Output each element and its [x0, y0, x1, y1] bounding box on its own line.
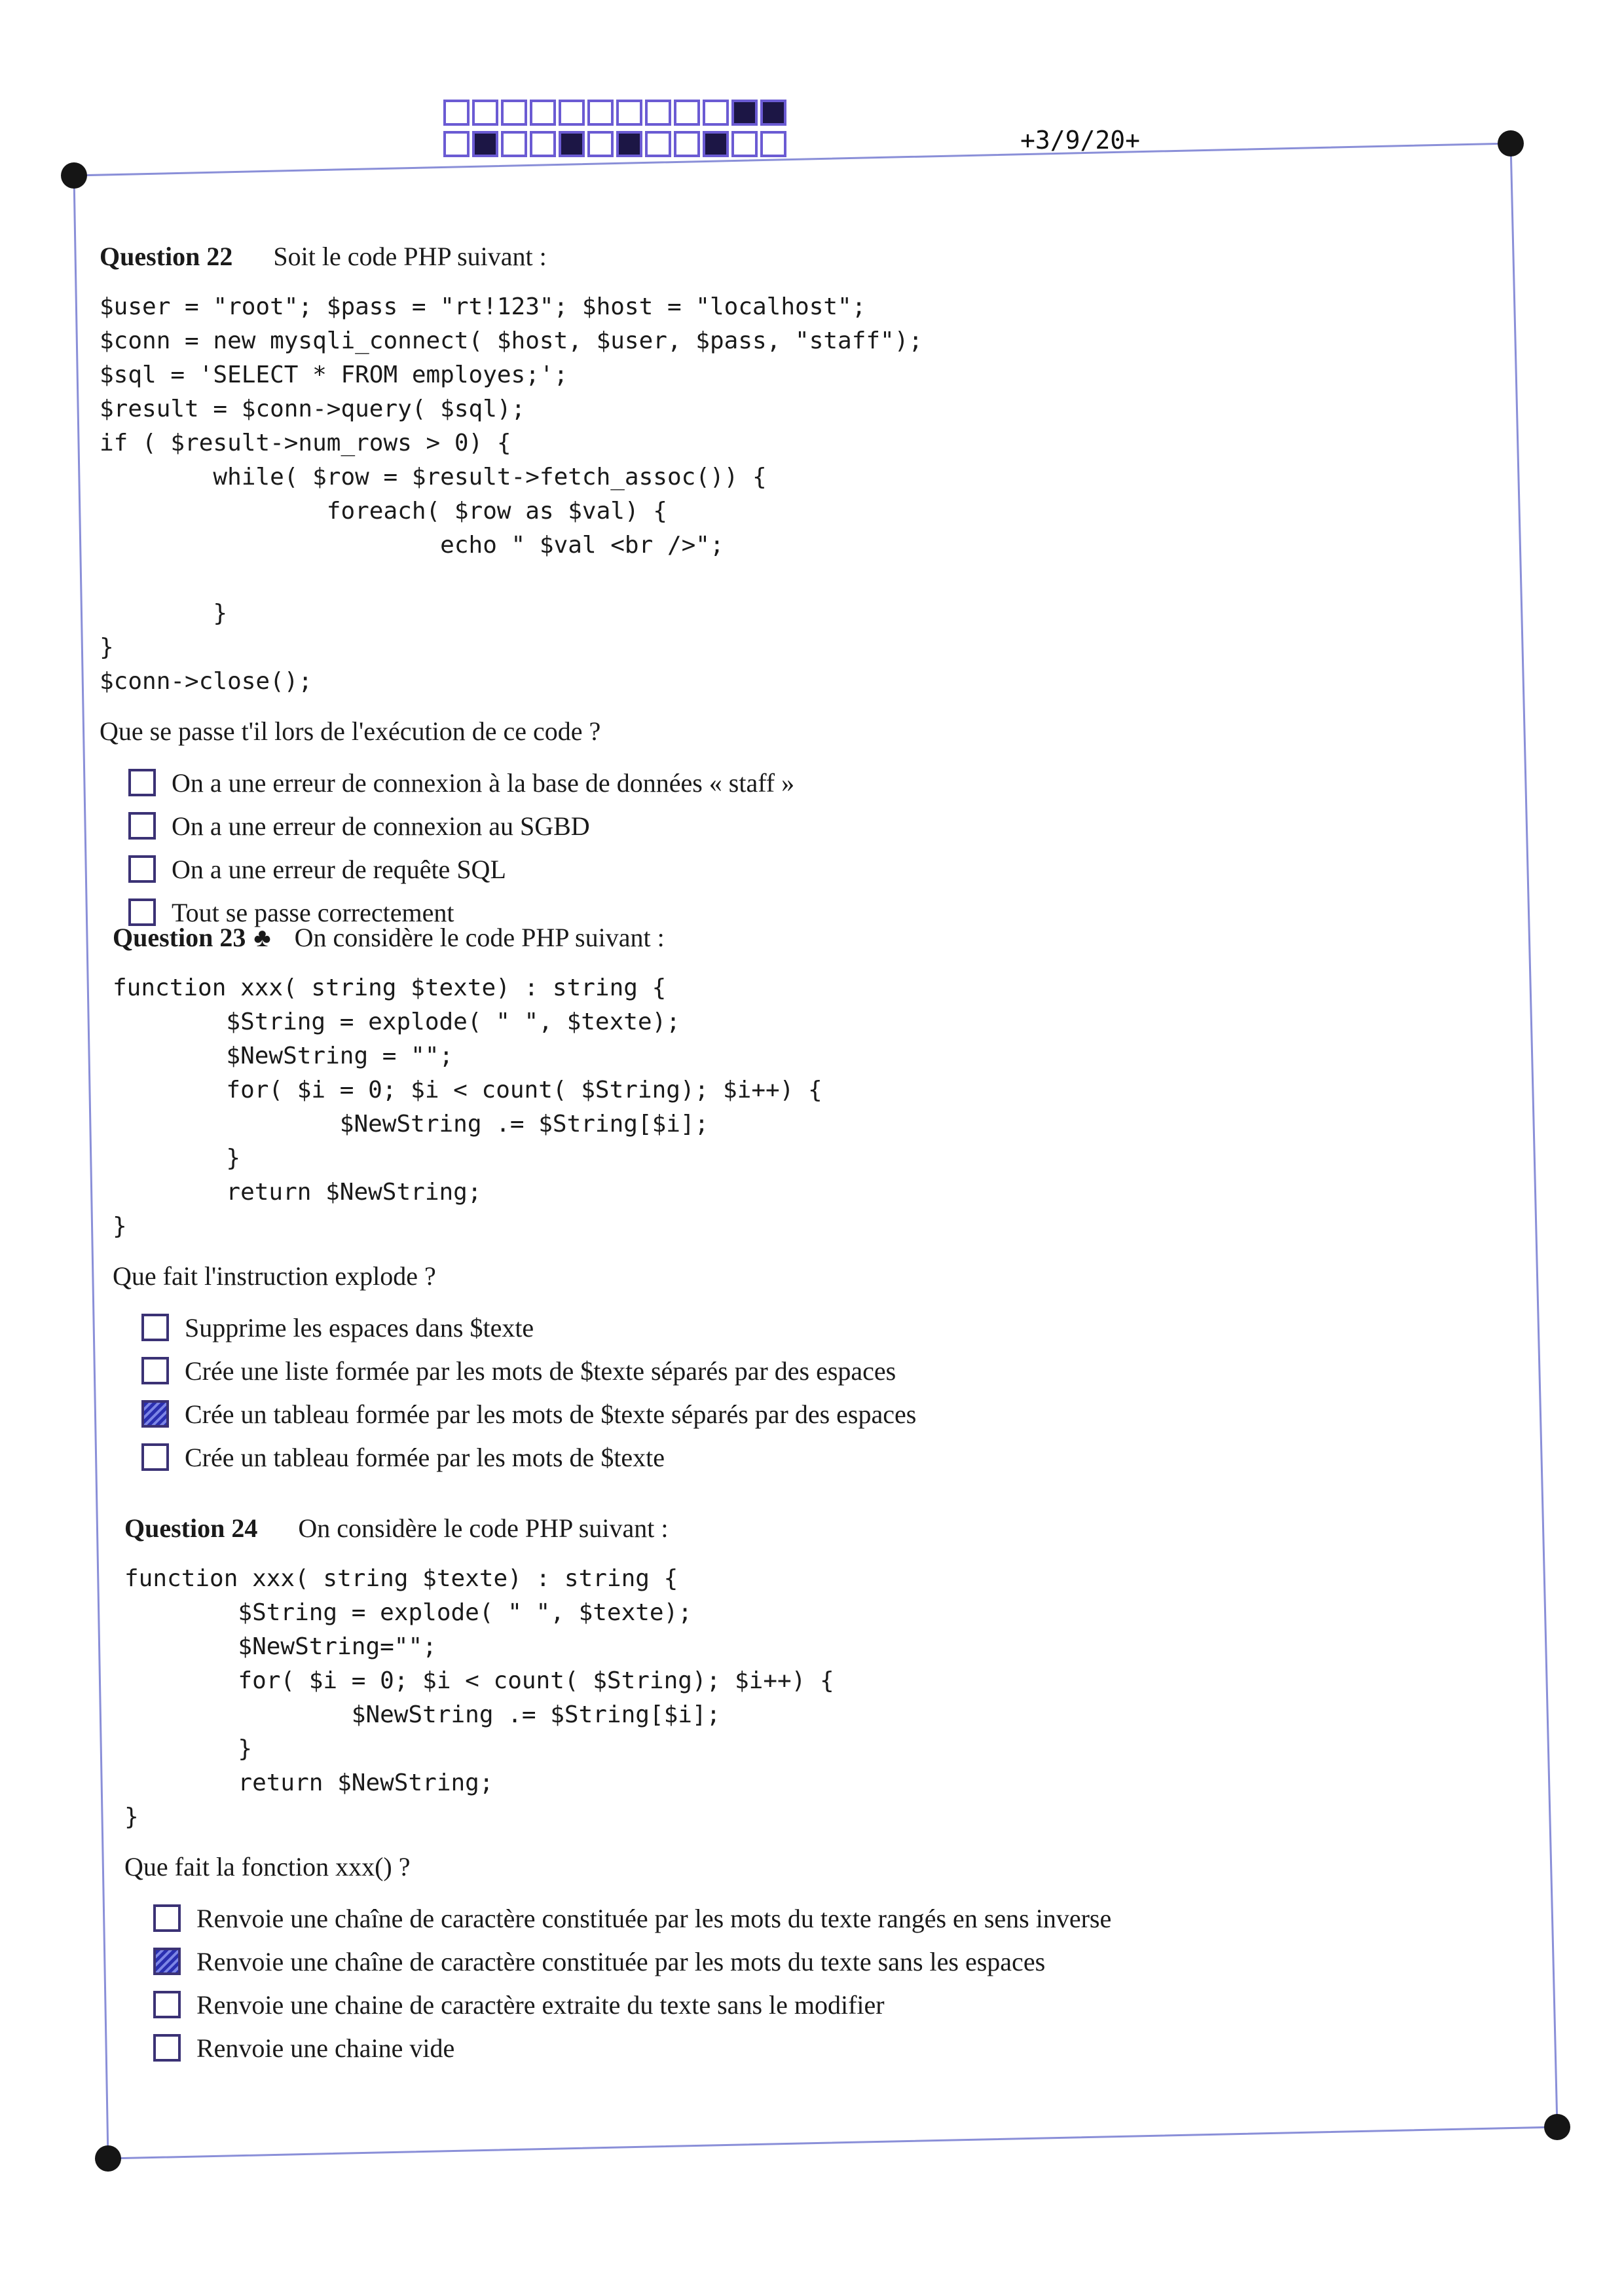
id-grid-cell: [530, 100, 556, 126]
answer-text: Renvoie une chaîne de caractère constituée par les mots du texte rangés en sens inverse: [196, 1903, 1112, 1933]
id-grid-cell: [587, 131, 614, 157]
checkbox[interactable]: [153, 2034, 181, 2062]
question-intro: On considère le code PHP suivant :: [294, 923, 665, 952]
student-id-grid: [443, 100, 789, 162]
id-grid-cell: [616, 100, 642, 126]
corner-marker-top-left: [61, 162, 87, 189]
corner-marker-bottom-left: [95, 2145, 121, 2172]
answer-text: On a une erreur de connexion au SGBD: [172, 811, 590, 841]
answer-option[interactable]: [100, 804, 1624, 847]
id-grid-cell: [703, 131, 729, 157]
question-header: [113, 922, 1624, 953]
id-grid-cell: [501, 131, 527, 157]
id-grid-cell: [616, 131, 642, 157]
id-grid-cell: [587, 100, 614, 126]
id-grid-cell: [645, 131, 671, 157]
checkbox[interactable]: [128, 812, 156, 840]
answer-text: Renvoie une chaine de caractère extraite du texte sans le modifier: [196, 1990, 885, 2020]
answer-option[interactable]: [113, 1306, 1624, 1349]
answer-text: On a une erreur de requête SQL: [172, 854, 506, 884]
answer-text: Tout se passe correctement: [172, 897, 454, 927]
id-grid-cell: [760, 131, 786, 157]
question-label: Question 22: [100, 242, 233, 271]
answer-text: Renvoie une chaine vide: [196, 2033, 455, 2063]
checkbox[interactable]: [141, 1443, 169, 1471]
id-grid-cell: [530, 131, 556, 157]
answer-text: On a une erreur de connexion à la base de données « staff »: [172, 768, 795, 798]
question-prompt: Que fait l'instruction explode ?: [113, 1261, 436, 1291]
checkbox[interactable]: [141, 1357, 169, 1384]
id-grid-row-1: [443, 100, 789, 127]
answer-option[interactable]: [124, 2026, 1624, 2069]
checkbox[interactable]: [153, 1904, 181, 1932]
question-prompt: Que fait la fonction xxx() ?: [124, 1852, 411, 1881]
answer-list: [124, 1897, 1624, 2069]
question-23: [113, 922, 1624, 1479]
question-header: [124, 1513, 1624, 1544]
id-grid-cell: [559, 100, 585, 126]
id-grid-cell: [472, 131, 498, 157]
checkbox[interactable]: [128, 855, 156, 883]
code-block: $user = "root"; $pass = "rt!123"; $host = "localhost"; $conn = new mysqli_connect( $host, $user, $pass, "staff"); $sql = 'SELECT * FROM employes;'; $result = $conn->query( $sql); if ( $result->num_rows > 0) { while( $row = $result->fetch_assoc()) { foreach( $row as $val) { echo " $val <br />"; } } $conn->close();: [100, 293, 923, 695]
question-intro: On considère le code PHP suivant :: [298, 1513, 669, 1543]
question-prompt: Que se passe t'il lors de l'exécution de ce code ?: [100, 716, 601, 746]
id-grid-cell: [760, 100, 786, 126]
id-grid-cell: [674, 131, 700, 157]
checkbox[interactable]: [153, 1991, 181, 2018]
code-block: function xxx( string $texte) : string { $String = explode( " ", $texte); $NewString=""; for( $i = 0; $i < count( $String); $i++) { $NewString .= $String[$i]; } return $NewString; }: [124, 1565, 834, 1830]
id-grid-cell: [559, 131, 585, 157]
id-grid-cell: [645, 100, 671, 126]
answer-option[interactable]: [124, 1983, 1624, 2026]
question-intro: Soit le code PHP suivant :: [273, 242, 547, 271]
answer-option[interactable]: [113, 1392, 1624, 1435]
answer-text: Crée un tableau formée par les mots de $texte: [185, 1442, 665, 1472]
answer-option[interactable]: [100, 847, 1624, 891]
checkbox[interactable]: [153, 1948, 181, 1975]
id-grid-cell: [443, 100, 470, 126]
checkbox[interactable]: [141, 1314, 169, 1341]
id-grid-cell: [501, 100, 527, 126]
answer-text: Renvoie une chaîne de caractère constituée par les mots du texte sans les espaces: [196, 1946, 1046, 1976]
question-22: [100, 241, 1624, 934]
question-24: [124, 1513, 1624, 2069]
id-grid-cell: [731, 131, 758, 157]
question-label: Question 24: [124, 1513, 258, 1543]
answer-text: Crée un tableau formée par les mots de $texte séparés par des espaces: [185, 1399, 917, 1429]
answer-option[interactable]: [113, 1349, 1624, 1392]
id-grid-row-2: [443, 131, 789, 158]
answer-option[interactable]: [113, 1435, 1624, 1479]
answer-text: Supprime les espaces dans $texte: [185, 1312, 534, 1342]
corner-marker-top-right: [1498, 130, 1524, 157]
answer-list: [100, 761, 1624, 934]
corner-marker-bottom-right: [1544, 2114, 1570, 2140]
code-block: function xxx( string $texte) : string { $String = explode( " ", $texte); $NewString = ""; for( $i = 0; $i < count( $String); $i++) { $NewString .= $String[$i]; } return $NewString; }: [113, 974, 822, 1240]
answer-text: Crée une liste formée par les mots de $texte séparés par des espaces: [185, 1356, 896, 1386]
id-grid-cell: [674, 100, 700, 126]
question-label: Question 23: [113, 923, 246, 952]
id-grid-cell: [703, 100, 729, 126]
answer-option[interactable]: [124, 1940, 1624, 1983]
answer-option[interactable]: [124, 1897, 1624, 1940]
question-header: [100, 241, 1624, 272]
page-code: +3/9/20+: [1020, 126, 1141, 155]
id-grid-cell: [472, 100, 498, 126]
checkbox[interactable]: [128, 769, 156, 796]
answer-option[interactable]: [100, 761, 1624, 804]
club-icon: ♣: [253, 923, 271, 952]
answer-list: [113, 1306, 1624, 1479]
id-grid-cell: [731, 100, 758, 126]
id-grid-cell: [443, 131, 470, 157]
checkbox[interactable]: [141, 1400, 169, 1428]
